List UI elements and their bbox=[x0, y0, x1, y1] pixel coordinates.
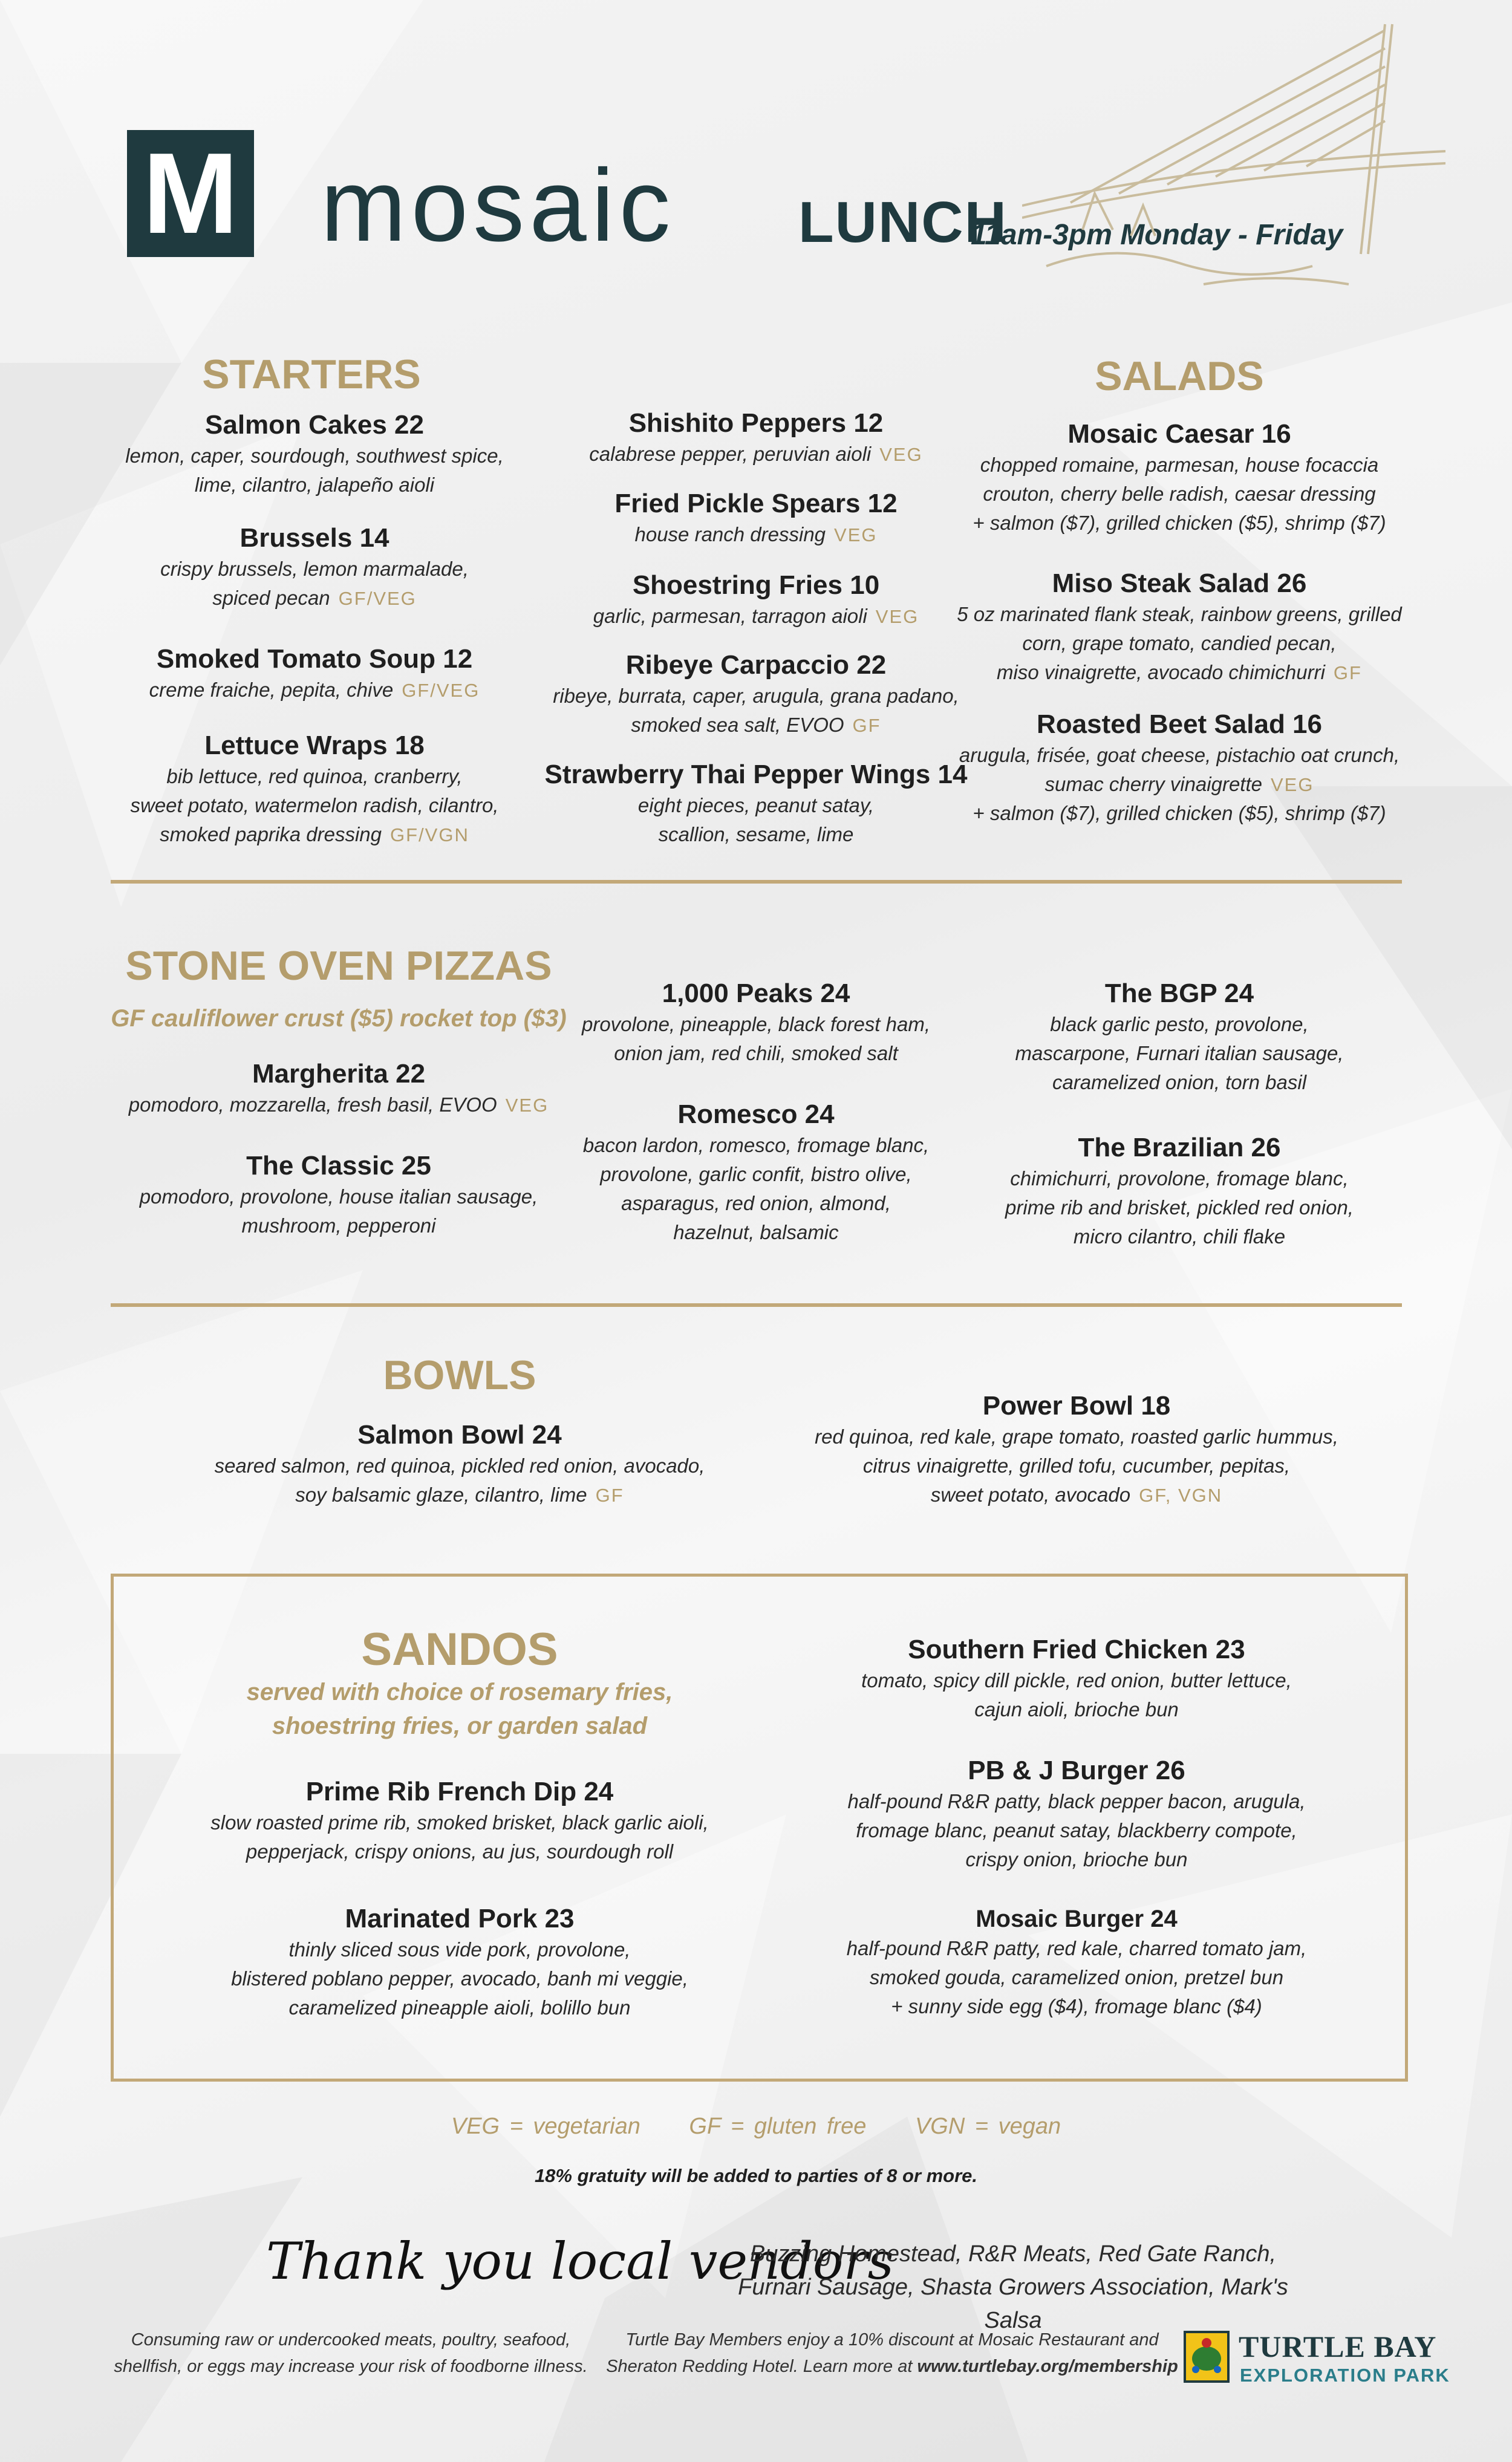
item-name: PB & J Burger 26 bbox=[968, 1756, 1185, 1785]
diet-tag: GF/VGN bbox=[390, 824, 469, 845]
menu-item-brussels bbox=[79, 521, 550, 613]
item-desc: + salmon ($7), grilled chicken ($5), shrimp ($7) bbox=[973, 511, 1386, 534]
legend-vgn: VGN = vegan bbox=[914, 2114, 1061, 2139]
vendor-line: Buzzing Homestead, R&R Meats, Red Gate Ranch, bbox=[749, 2241, 1277, 2267]
item-name: Mosaic Burger 24 bbox=[976, 1906, 1178, 1932]
diet-legend bbox=[0, 2114, 1512, 2140]
salads-title: SALADS bbox=[1095, 353, 1264, 399]
logo-mark: M bbox=[127, 130, 254, 257]
item-desc: smoked sea salt, EVOO bbox=[631, 713, 844, 736]
menu-item-fried-pickle-spears bbox=[526, 487, 986, 549]
food-safety-warning bbox=[79, 2327, 623, 2380]
item-desc: scallion, sesame, lime bbox=[658, 822, 854, 845]
menu-item-1000-peaks bbox=[526, 977, 986, 1068]
diet-tag: GF, VGN bbox=[1139, 1484, 1223, 1506]
item-desc: caramelized pineapple aioli, bolillo bun bbox=[288, 1996, 631, 2019]
item-desc: crispy brussels, lemon marmalade, bbox=[160, 558, 469, 580]
item-desc: half-pound R&R patty, black pepper bacon, arugula, bbox=[847, 1790, 1306, 1812]
turtle-bay-subtitle: EXPLORATION PARK bbox=[1240, 2365, 1450, 2386]
member-line: Turtle Bay Members enjoy a 10% discount at Mosaic Restaurant and bbox=[625, 2330, 1159, 2350]
item-desc: smoked paprika dressing bbox=[160, 822, 382, 845]
turtle-bay-logo-icon bbox=[1182, 2330, 1231, 2384]
item-desc: lime, cilantro, jalapeño aioli bbox=[194, 473, 435, 496]
item-desc: chopped romaine, parmesan, house focaccia bbox=[980, 454, 1379, 476]
menu-item-mosaic-caesar bbox=[943, 417, 1415, 538]
menu-item-roasted-beet-salad bbox=[943, 708, 1415, 828]
item-name: Power Bowl 18 bbox=[982, 1391, 1171, 1421]
item-desc: ribeye, burrata, caper, arugula, grana padano, bbox=[553, 685, 959, 707]
legend-veg: VEG = vegetarian bbox=[451, 2114, 640, 2139]
section-divider bbox=[111, 1303, 1402, 1307]
item-desc: seared salmon, red quinoa, pickled red onion, avocado, bbox=[214, 1454, 705, 1477]
menu-item-the-brazilian bbox=[943, 1131, 1415, 1251]
item-desc: slow roasted prime rib, smoked brisket, black garlic aioli, bbox=[210, 1811, 709, 1834]
diet-tag: VEG bbox=[879, 444, 923, 465]
item-name: Lettuce Wraps 18 bbox=[204, 731, 425, 760]
item-desc: arugula, frisée, goat cheese, pistachio oat crunch, bbox=[959, 744, 1400, 766]
item-desc: crispy onion, brioche bun bbox=[965, 1848, 1188, 1871]
menu-item-romesco bbox=[526, 1098, 986, 1246]
item-desc: hazelnut, balsamic bbox=[673, 1220, 839, 1243]
item-name: Smoked Tomato Soup 12 bbox=[156, 644, 473, 674]
item-desc: thinly sliced sous vide pork, provolone, bbox=[288, 1938, 631, 1961]
warning-line: Consuming raw or undercooked meats, poultry, seafood, bbox=[131, 2330, 571, 2350]
item-desc: asparagus, red onion, almond, bbox=[621, 1191, 891, 1214]
pizzas-title: STONE OVEN PIZZAS bbox=[125, 943, 552, 989]
menu-item-smoked-tomato-soup bbox=[79, 642, 550, 705]
menu-item-miso-steak-salad bbox=[943, 567, 1415, 687]
item-desc: blistered poblano pepper, avocado, banh mi veggie, bbox=[231, 1967, 688, 1990]
menu-item-ribeye-carpaccio bbox=[526, 648, 986, 740]
vendor-line: Furnari Sausage, Shasta Growers Association, Mark's Salsa bbox=[738, 2275, 1288, 2334]
item-desc: sweet potato, avocado bbox=[930, 1483, 1131, 1506]
bowls-title: BOWLS bbox=[383, 1352, 536, 1398]
section-divider bbox=[111, 880, 1402, 884]
diet-tag: VEG bbox=[834, 524, 878, 545]
item-desc: pomodoro, mozzarella, fresh basil, EVOO bbox=[128, 1093, 497, 1116]
diet-tag: VEG bbox=[505, 1095, 549, 1116]
item-desc: pepperjack, crispy onions, au jus, sourdough roll bbox=[246, 1840, 674, 1863]
starters-title: STARTERS bbox=[202, 351, 421, 397]
item-desc: + salmon ($7), grilled chicken ($5), shrimp ($7) bbox=[973, 801, 1386, 824]
item-desc: chimichurri, provolone, fromage blanc, bbox=[1010, 1167, 1349, 1190]
menu-item-southern-fried-chicken bbox=[804, 1633, 1349, 1724]
item-desc: calabrese pepper, peruvian aioli bbox=[589, 443, 872, 465]
pizza-options: GF cauliflower crust ($5) rocket top ($3) bbox=[111, 1005, 567, 1032]
item-desc: sweet potato, watermelon radish, cilantro, bbox=[130, 793, 499, 816]
item-desc: + sunny side egg ($4), fromage blanc ($4) bbox=[891, 1995, 1262, 2017]
item-name: 1,000 Peaks 24 bbox=[662, 979, 850, 1008]
item-desc: sumac cherry vinaigrette bbox=[1044, 772, 1262, 795]
menu-item-mosaic-burger bbox=[804, 1904, 1349, 2021]
item-desc: corn, grape tomato, candied pecan, bbox=[1022, 631, 1337, 654]
diet-tag: VEG bbox=[1271, 773, 1314, 795]
item-desc: 5 oz marinated flank steak, rainbow greens, grilled bbox=[957, 603, 1402, 625]
item-desc: bib lettuce, red quinoa, cranberry, bbox=[166, 765, 463, 787]
item-desc: mushroom, pepperoni bbox=[241, 1214, 436, 1237]
item-desc: spiced pecan bbox=[212, 586, 330, 609]
item-desc: red quinoa, red kale, grape tomato, roasted garlic hummus, bbox=[815, 1425, 1338, 1448]
menu-item-salmon-cakes bbox=[79, 408, 550, 500]
diet-tag: GF bbox=[595, 1484, 624, 1506]
item-desc: micro cilantro, chili flake bbox=[1073, 1225, 1286, 1248]
thanks-heading: Thank you local vendors bbox=[266, 2232, 894, 2291]
diet-tag: VEG bbox=[875, 606, 919, 627]
item-desc: mascarpone, Furnari italian sausage, bbox=[1015, 1041, 1344, 1064]
item-name: Ribeye Carpaccio 22 bbox=[625, 650, 887, 680]
item-desc: black garlic pesto, provolone, bbox=[1050, 1013, 1309, 1035]
sandos-subtitle bbox=[218, 1675, 702, 1743]
item-desc: half-pound R&R patty, red kale, charred tomato jam, bbox=[846, 1937, 1307, 1959]
item-desc: lemon, caper, sourdough, southwest spice, bbox=[125, 445, 504, 467]
diet-tag: GF bbox=[852, 714, 881, 736]
item-name: Salmon Bowl 24 bbox=[357, 1420, 562, 1450]
sandos-title: SANDOS bbox=[361, 1624, 558, 1675]
item-desc: miso vinaigrette, avocado chimichurri bbox=[997, 660, 1325, 683]
menu-item-strawberry-thai-pepper-wings bbox=[526, 758, 986, 849]
item-desc: house ranch dressing bbox=[634, 523, 826, 545]
item-name: The Classic 25 bbox=[246, 1151, 431, 1181]
item-name: Roasted Beet Salad 16 bbox=[1037, 709, 1322, 739]
item-desc: citrus vinaigrette, grilled tofu, cucumber, pepitas, bbox=[862, 1454, 1291, 1477]
item-desc: caramelized onion, torn basil bbox=[1052, 1070, 1307, 1093]
diet-tag: GF/VEG bbox=[402, 680, 480, 701]
item-desc: provolone, garlic confit, bistro olive, bbox=[600, 1162, 912, 1185]
item-desc: tomato, spicy dill pickle, red onion, butter lettuce, bbox=[861, 1669, 1292, 1692]
item-desc: prime rib and brisket, pickled red onion, bbox=[1005, 1196, 1354, 1219]
sandos-subtitle-line: served with choice of rosemary fries, bbox=[246, 1679, 673, 1705]
warning-line: shellfish, or eggs may increase your risk of foodborne illness. bbox=[114, 2356, 588, 2376]
member-discount bbox=[605, 2327, 1179, 2380]
item-desc: smoked gouda, caramelized onion, pretzel bun bbox=[869, 1965, 1284, 1988]
item-name: Brussels 14 bbox=[240, 523, 389, 553]
item-name: Margherita 22 bbox=[252, 1059, 426, 1089]
item-desc: creme fraiche, pepita, chive bbox=[149, 679, 394, 701]
item-name: Romesco 24 bbox=[677, 1099, 835, 1129]
menu-item-shoestring-fries bbox=[526, 568, 986, 631]
item-desc: provolone, pineapple, black forest ham, bbox=[581, 1013, 931, 1035]
menu-item-the-bgp bbox=[943, 977, 1415, 1097]
menu-item-the-classic bbox=[91, 1149, 587, 1240]
menu-item-margherita bbox=[91, 1057, 587, 1119]
member-line: Sheraton Redding Hotel. Learn more at bbox=[606, 2356, 917, 2376]
item-desc: garlic, parmesan, tarragon aioli bbox=[593, 605, 867, 627]
menu-item-lettuce-wraps bbox=[79, 729, 550, 849]
item-desc: fromage blanc, peanut satay, blackberry compote, bbox=[856, 1819, 1297, 1842]
diet-tag: GF/VEG bbox=[338, 587, 417, 609]
item-desc: cajun aioli, brioche bun bbox=[974, 1698, 1179, 1721]
item-name: Southern Fried Chicken 23 bbox=[908, 1635, 1245, 1664]
item-name: Shishito Peppers 12 bbox=[628, 408, 884, 438]
menu-item-prime-rib-french-dip bbox=[181, 1775, 738, 1866]
brand-name: mosaic bbox=[321, 148, 676, 263]
sandos-subtitle-line: shoestring fries, or garden salad bbox=[272, 1713, 648, 1739]
item-desc: eight pieces, peanut satay, bbox=[637, 794, 875, 816]
item-name: Prime Rib French Dip 24 bbox=[305, 1777, 614, 1806]
menu-type: LUNCH bbox=[798, 190, 1008, 255]
hours: 11am-3pm Monday - Friday bbox=[971, 219, 1343, 251]
item-name: Shoestring Fries 10 bbox=[632, 570, 880, 600]
item-name: Salmon Cakes 22 bbox=[205, 410, 424, 440]
item-name: Strawberry Thai Pepper Wings 14 bbox=[544, 760, 968, 789]
item-name: Mosaic Caesar 16 bbox=[1067, 419, 1291, 449]
vendor-list bbox=[726, 2238, 1300, 2337]
item-desc: onion jam, red chili, smoked salt bbox=[614, 1041, 898, 1064]
item-desc: soy balsamic glaze, cilantro, lime bbox=[295, 1483, 587, 1506]
turtle-bay-name: TURTLE BAY bbox=[1239, 2330, 1437, 2363]
item-name: Miso Steak Salad 26 bbox=[1052, 568, 1307, 598]
legend-gf: GF = gluten free bbox=[689, 2114, 867, 2139]
item-desc: crouton, cherry belle radish, caesar dressing bbox=[983, 482, 1376, 505]
item-name: The BGP 24 bbox=[1104, 979, 1254, 1008]
menu-item-pb-j-burger bbox=[804, 1754, 1349, 1874]
membership-link[interactable]: www.turtlebay.org/membership bbox=[917, 2356, 1178, 2376]
diet-tag: GF bbox=[1333, 662, 1362, 683]
menu-item-power-bowl bbox=[786, 1389, 1367, 1509]
item-name: Marinated Pork 23 bbox=[345, 1904, 575, 1933]
gratuity-note: 18% gratuity will be added to parties of 8 or more. bbox=[534, 2165, 978, 2186]
item-name: The Brazilian 26 bbox=[1078, 1133, 1281, 1162]
item-desc: pomodoro, provolone, house italian sausage, bbox=[139, 1185, 538, 1208]
item-desc: bacon lardon, romesco, fromage blanc, bbox=[582, 1134, 930, 1156]
menu-item-salmon-bowl bbox=[181, 1418, 738, 1509]
item-name: Fried Pickle Spears 12 bbox=[614, 489, 898, 518]
sundial-bridge-illustration bbox=[1022, 12, 1445, 302]
menu-item-shishito-peppers bbox=[526, 406, 986, 469]
menu-item-marinated-pork bbox=[181, 1902, 738, 2022]
